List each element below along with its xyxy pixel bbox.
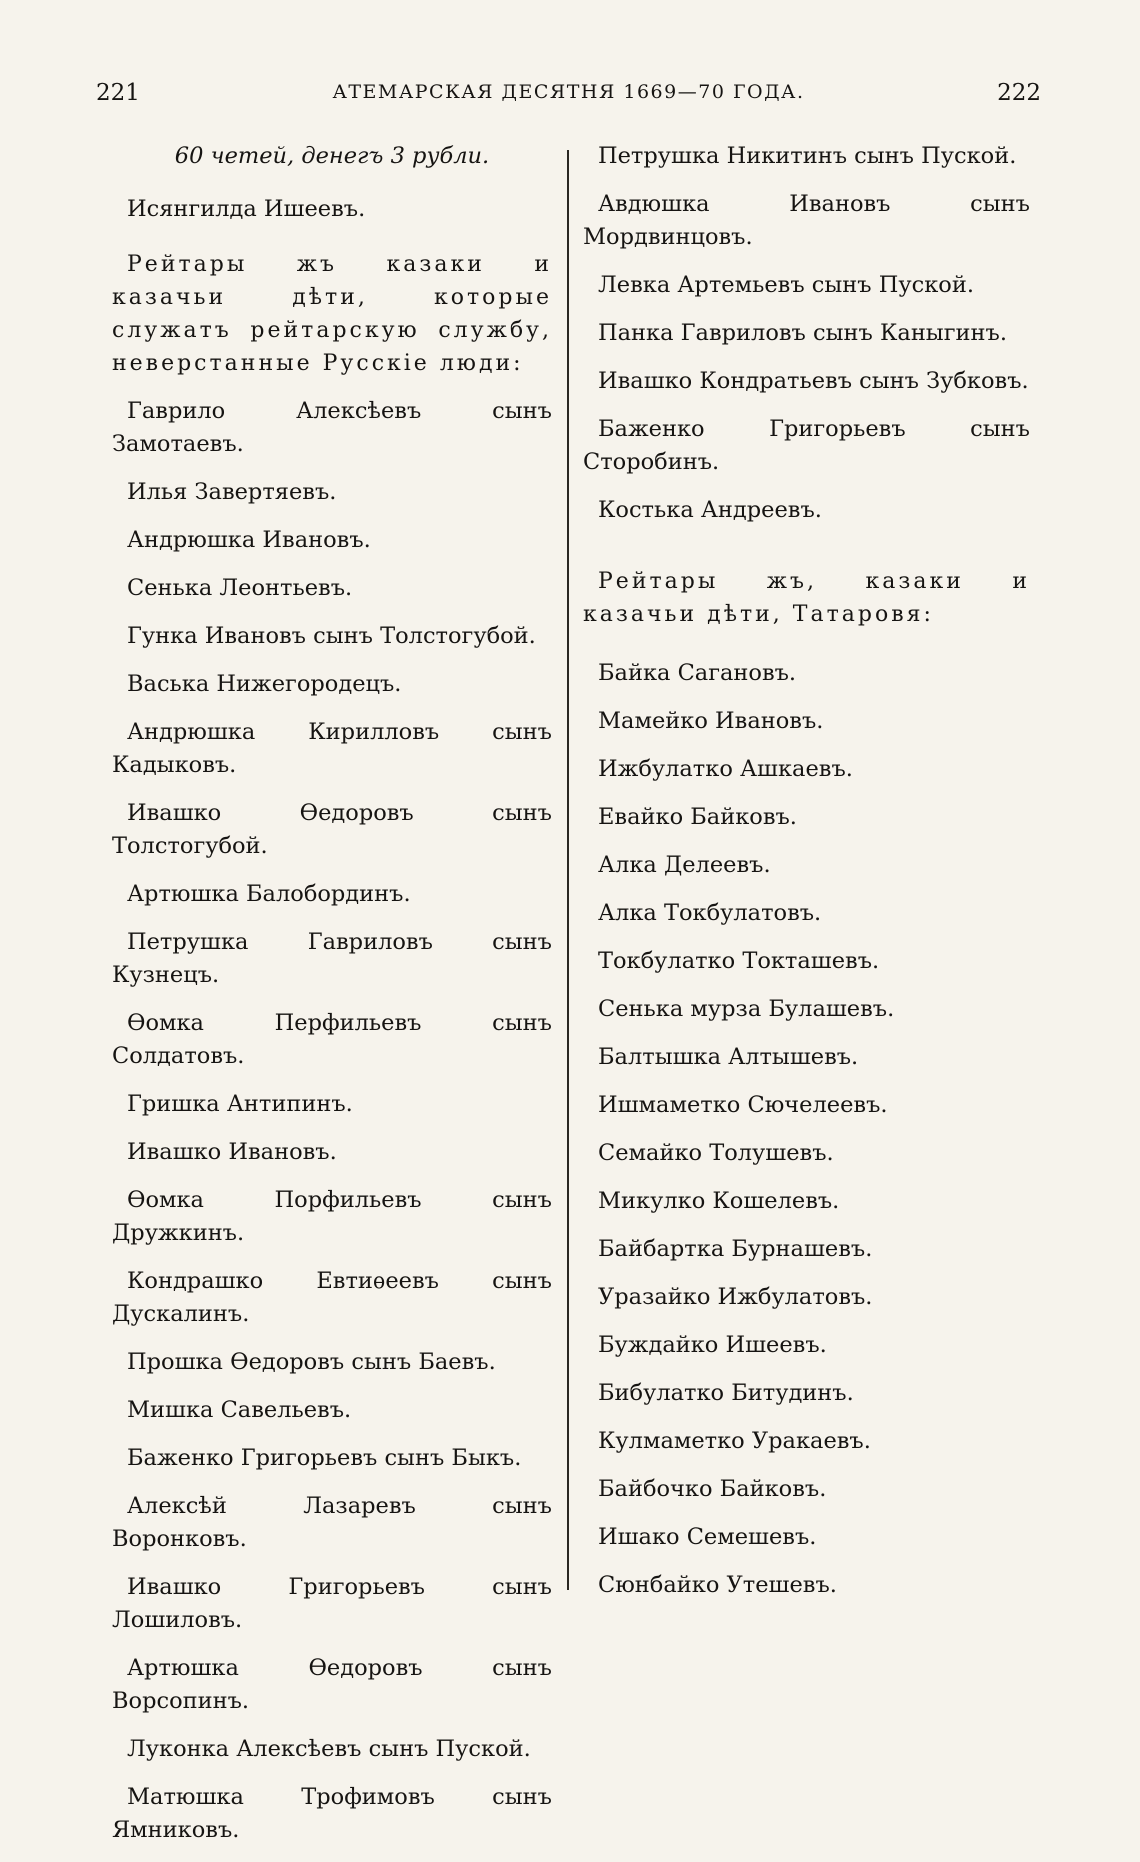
list-item: Уразайко Ижбулатовъ. (598, 1284, 873, 1310)
list-item: Байбартка Бурнашевъ. (598, 1236, 873, 1262)
list-item: Алексѣй Лазаревъ сынъ Воронковъ. (112, 1493, 552, 1552)
list-item: Васька Нижегородецъ. (127, 671, 402, 697)
list-item: Илья Завертяевъ. (127, 479, 337, 505)
list-item: Сенька Леонтьевъ. (127, 575, 353, 601)
list-item: Ѳомка Порфильевъ сынъ Дружкинъ. (112, 1187, 552, 1246)
list-item: Кулмаметко Уракаевъ. (598, 1428, 871, 1454)
list-item: Гаврило Алексѣевъ сынъ Замотаевъ. (112, 398, 552, 457)
column-divider (567, 150, 569, 1590)
list-item: Сюнбайко Утешевъ. (598, 1572, 837, 1598)
list-item: Ишако Семешевъ. (598, 1524, 817, 1550)
left-column (112, 140, 552, 1862)
list-item: Евайко Байковъ. (598, 804, 797, 830)
list-item: Ѳомка Перфильевъ сынъ Солдатовъ. (112, 1010, 552, 1069)
list-item: Авдюшка Ивановъ сынъ Мордвинцовъ. (583, 191, 1030, 250)
list-item: Матюшка Трофимовъ сынъ Ямниковъ. (112, 1784, 552, 1843)
list-item: Панка Гавриловъ сынъ Каныгинъ. (598, 320, 1007, 346)
list-item: Бибулатко Битудинъ. (598, 1380, 854, 1406)
list-item: Байка Сагановъ. (598, 660, 797, 686)
list-item: Мамейко Ивановъ. (598, 708, 824, 734)
list-item: Балтышка Алтышевъ. (598, 1044, 859, 1070)
list-item: Буждайко Ишеевъ. (598, 1332, 827, 1358)
list-item: Андрюшка Ивановъ. (127, 527, 371, 553)
list-item: Мишка Савельевъ. (127, 1397, 352, 1423)
list-item: Сенька мурза Булашевъ. (598, 996, 895, 1022)
salary-note: 60 четей, денегъ 3 рубли. (174, 143, 490, 169)
list-item: Исянгилда Ишеевъ. (127, 196, 366, 222)
list-item: Прошка Ѳедоровъ сынъ Баевъ. (127, 1349, 496, 1375)
list-item: Артюшка Ѳедоровъ сынъ Ворсопинъ. (112, 1655, 552, 1714)
list-item: Луконка Алексѣевъ сынъ Пуской. (127, 1736, 531, 1762)
list-item: Гунка Ивановъ сынъ Толстогубой. (127, 623, 536, 649)
list-item: Байбочко Байковъ. (598, 1476, 827, 1502)
section-heading: Рейтары жъ казаки и казачьи дѣти, которые служатъ рейтарскую службу, неверстанные Русскіе люди: (112, 252, 552, 376)
list-item: Алка Токбулатовъ. (598, 900, 822, 926)
page-header (96, 80, 1041, 116)
list-item: Андрюшка Кирилловъ сынъ Кадыковъ. (112, 719, 552, 778)
list-item: Ивашко Кондратьевъ сынъ Зубковъ. (598, 368, 1029, 394)
list-item: Ивашко Ивановъ. (127, 1139, 337, 1165)
list-item: Левка Артемьевъ сынъ Пуской. (598, 272, 974, 298)
list-item: Алка Делеевъ. (598, 852, 771, 878)
list-item: Костька Андреевъ. (598, 497, 822, 523)
list-item: Семайко Толушевъ. (598, 1140, 834, 1166)
list-item: Петрушка Никитинъ сынъ Пуской. (598, 143, 1017, 169)
list-item: Баженко Григорьевъ сынъ Быкъ. (127, 1445, 522, 1471)
list-item: Микулко Кошелевъ. (598, 1188, 840, 1214)
list-item: Ишмаметко Сючелеевъ. (598, 1092, 888, 1118)
list-item: Ивашко Григорьевъ сынъ Лошиловъ. (112, 1574, 552, 1633)
section-heading: Рейтары жъ, казаки и казачьи дѣти, Татаровя: (583, 569, 1030, 627)
list-item: Токбулатко Токташевъ. (598, 948, 880, 974)
right-column (583, 140, 1030, 1617)
list-item: Баженко Григорьевъ сынъ Сторобинъ. (583, 416, 1030, 475)
list-item: Ижбулатко Ашкаевъ. (598, 756, 853, 782)
list-item: Ивашко Ѳедоровъ сынъ Толстогубой. (112, 800, 552, 859)
list-item: Гришка Антипинъ. (127, 1091, 353, 1117)
page-number-right: 222 (997, 80, 1041, 106)
list-item: Артюшка Балобординъ. (127, 881, 411, 907)
page-number-left: 221 (96, 80, 140, 106)
running-title: АТЕМАРСКАЯ ДЕСЯТНЯ 1669—70 ГОДА. (332, 81, 805, 103)
list-item: Кондрашко Евтиѳеевъ сынъ Дускалинъ. (112, 1268, 552, 1327)
list-item: Петрушка Гавриловъ сынъ Кузнецъ. (112, 929, 552, 988)
